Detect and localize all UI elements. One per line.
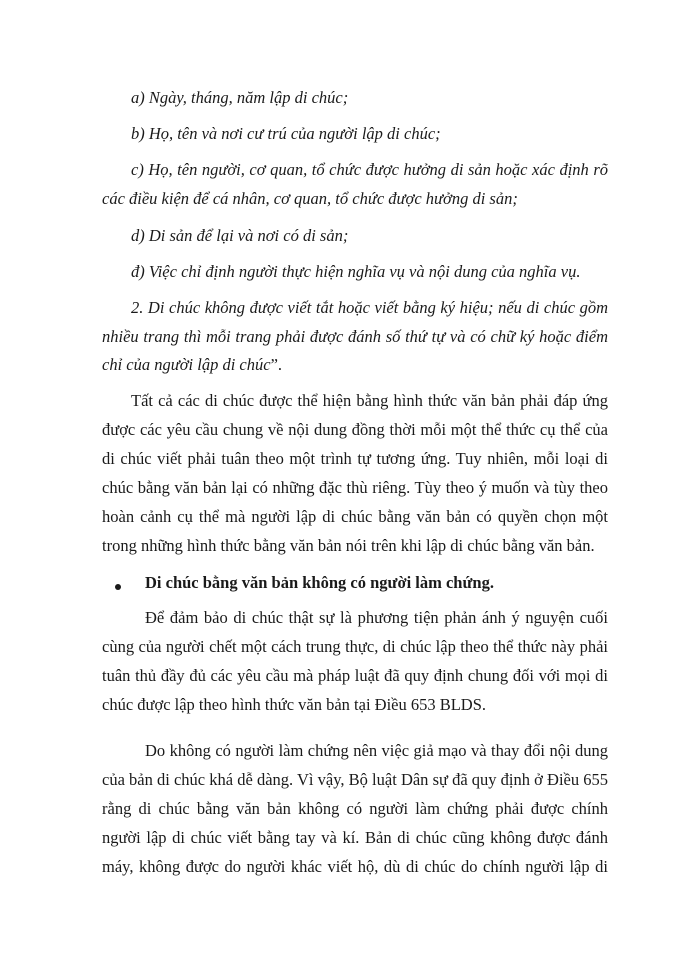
quote-clause2-line1: 2. Di chúc không được viết tắt hoặc viết bằng ký hiệu; nếu di chúc gồm [131, 298, 608, 317]
quote-close-mark: ”. [270, 355, 283, 374]
paragraph1-line3: di chúc viết phải tuân theo một trình tự tương ứng. Tuy nhiên, mỗi loại di [102, 449, 608, 468]
paragraph2-line1: Để đảm bảo di chúc thật sự là phương tiện phản ánh ý nguyện cuối [145, 608, 608, 627]
paragraph2-line3: tuân thủ đầy đủ các yêu cầu mà pháp luật đã quy định chung đối với mọi di [102, 666, 608, 685]
quote-item-c-line2: các điều kiện để cá nhân, cơ quan, tổ chức được hưởng di sản; [102, 189, 518, 208]
bullet-icon [115, 584, 121, 590]
quote-item-c-line1: c) Họ, tên người, cơ quan, tổ chức được hưởng di sản hoặc xác định rõ [131, 160, 608, 179]
paragraph1-line2: được các yêu cầu chung về nội dung đồng thời mỗi một thể thức cụ thể của [102, 420, 608, 439]
quote-item-b: b) Họ, tên và nơi cư trú của người lập di chúc; [131, 124, 441, 143]
paragraph2-line4: chúc được lập theo hình thức văn bản tại Điều 653 BLDS. [102, 695, 487, 714]
paragraph3-line2: của bản di chúc khá dễ dàng. Vì vậy, Bộ luật Dân sự đã quy định ở Điều 655 [102, 770, 608, 789]
quote-clause2-line2: nhiều trang thì mỗi trang phải được đánh số thứ tự và có chữ ký hoặc điểm [102, 327, 608, 346]
bullet-heading: Di chúc bằng văn bản không có người làm chứng. [145, 573, 494, 592]
quote-clause2-line3-text: chỉ của người lập di chúc [102, 355, 271, 374]
paragraph3-line1: Do không có người làm chứng nên việc giả mạo và thay đổi nội dung [145, 741, 608, 760]
paragraph1-line6: trong những hình thức bằng văn bản nói trên khi lập di chúc bằng văn bản. [102, 536, 595, 555]
paragraph2-line2: cùng của người chết một cách trung thực, di chúc lập theo thể thức này phải [102, 637, 608, 656]
paragraph1-line1: Tất cả các di chúc được thể hiện bằng hình thức văn bản phải đáp ứng [131, 391, 608, 410]
paragraph3-line4: người lập di chúc viết bằng tay và kí. Bản di chúc cũng không được đánh [102, 828, 608, 847]
paragraph1-line4: chúc bằng văn bản lại có những đặc thù riêng. Tùy theo ý muốn và tùy theo [102, 478, 608, 497]
paragraph3-line3: rằng di chúc bằng văn bản không có người làm chứng phải được chính [102, 799, 608, 818]
quote-item-a: a) Ngày, tháng, năm lập di chúc; [131, 88, 349, 107]
quote-item-dd: đ) Việc chỉ định người thực hiện nghĩa vụ và nội dung của nghĩa vụ. [131, 262, 581, 281]
paragraph3-line5: máy, không được do người khác viết hộ, dù di chúc do chính người lập di [102, 857, 608, 876]
quote-clause2-line3 [102, 355, 282, 375]
quote-item-d: d) Di sản để lại và nơi có di sản; [131, 226, 349, 245]
paragraph1-line5: hoàn cảnh cụ thể mà người lập di chúc bằng văn bản có quyền chọn một [102, 507, 608, 526]
